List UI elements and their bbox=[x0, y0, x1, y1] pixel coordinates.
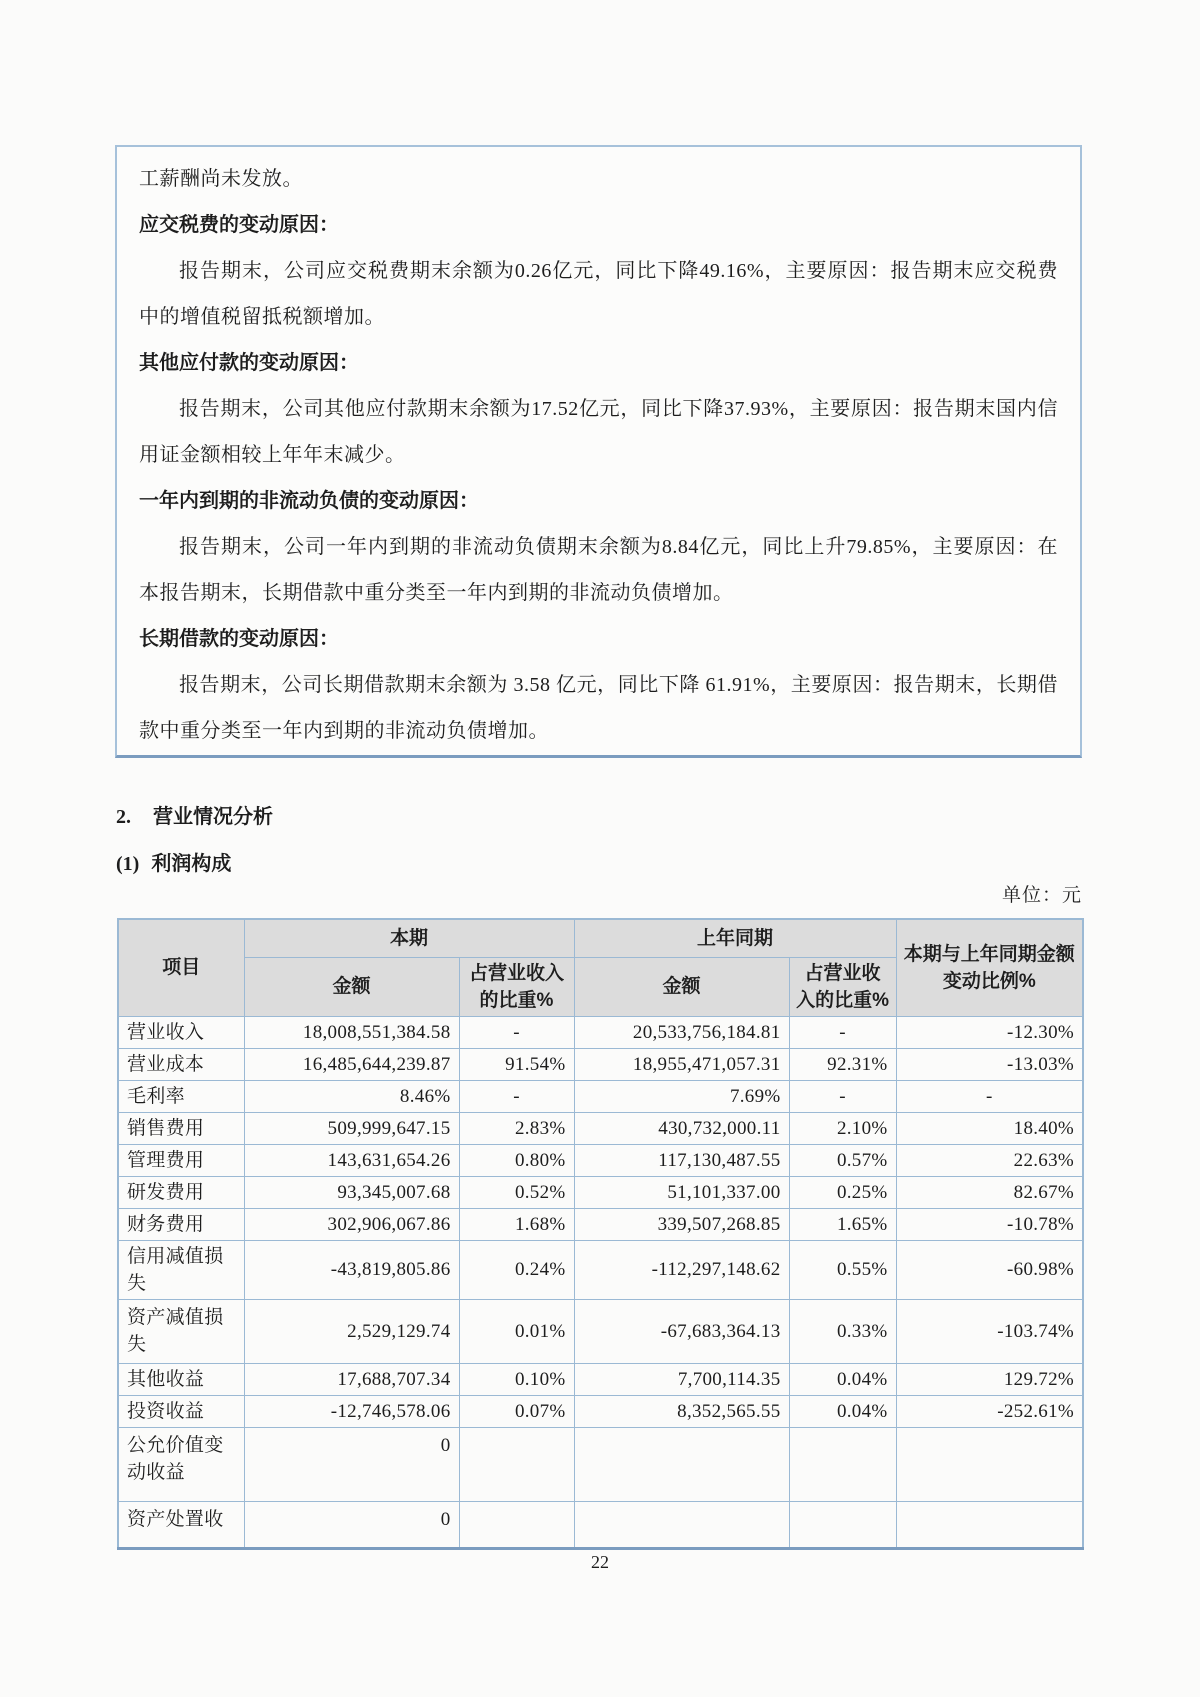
row-cell bbox=[459, 1501, 574, 1548]
row-cell: - bbox=[789, 1016, 896, 1048]
row-cell: -43,819,805.86 bbox=[244, 1240, 459, 1299]
row-cell: 0.01% bbox=[459, 1299, 574, 1363]
change-reason-heading: 其他应付款的变动原因： bbox=[139, 352, 359, 374]
row-cell: -13.03% bbox=[896, 1048, 1083, 1080]
row-cell: 0 bbox=[244, 1427, 459, 1501]
row-cell bbox=[896, 1427, 1083, 1501]
change-reason-paragraph: 报告期末，公司应交税费期末余额为0.26亿元，同比下降49.16%，主要原因：报告期末应交税费中的增值税留抵税额增加。 bbox=[139, 260, 1058, 328]
row-label: 营业成本 bbox=[118, 1048, 244, 1080]
row-label: 其他收益 bbox=[118, 1363, 244, 1395]
row-label: 研发费用 bbox=[118, 1176, 244, 1208]
subsection-title: 利润构成 bbox=[151, 853, 232, 875]
row-cell: -10.78% bbox=[896, 1208, 1083, 1240]
row-cell: 8,352,565.55 bbox=[574, 1395, 789, 1427]
row-cell: 302,906,067.86 bbox=[244, 1208, 459, 1240]
row-cell: - bbox=[459, 1016, 574, 1048]
row-cell bbox=[789, 1427, 896, 1501]
row-cell: 7.69% bbox=[574, 1080, 789, 1112]
col-header-current-period: 本期 bbox=[244, 919, 574, 957]
table-row bbox=[118, 1208, 1083, 1240]
row-cell: 117,130,487.55 bbox=[574, 1144, 789, 1176]
row-label: 公允价值变动收益 bbox=[118, 1427, 244, 1501]
row-cell: -103.74% bbox=[896, 1299, 1083, 1363]
row-cell: 0.04% bbox=[789, 1395, 896, 1427]
row-label: 销售费用 bbox=[118, 1112, 244, 1144]
row-cell: 92.31% bbox=[789, 1048, 896, 1080]
table-row bbox=[118, 1240, 1083, 1299]
col-header-pct-current: 占营业收入的比重% bbox=[459, 957, 574, 1016]
row-cell bbox=[574, 1501, 789, 1548]
row-cell: 91.54% bbox=[459, 1048, 574, 1080]
row-cell: 0.52% bbox=[459, 1176, 574, 1208]
change-reason-paragraph: 报告期末，公司长期借款期末余额为 3.58 亿元，同比下降 61.91%，主要原因：报告期末，长期借款中重分类至一年内到期的非流动负债增加。 bbox=[139, 674, 1058, 742]
row-label: 毛利率 bbox=[118, 1080, 244, 1112]
row-cell: -252.61% bbox=[896, 1395, 1083, 1427]
row-cell: 1.65% bbox=[789, 1208, 896, 1240]
row-cell: 339,507,268.85 bbox=[574, 1208, 789, 1240]
row-cell: 0.07% bbox=[459, 1395, 574, 1427]
row-cell: 0.24% bbox=[459, 1240, 574, 1299]
table-row bbox=[118, 1363, 1083, 1395]
table-row bbox=[118, 1501, 1083, 1548]
subsection-heading bbox=[116, 847, 231, 876]
row-label: 管理费用 bbox=[118, 1144, 244, 1176]
header-row-groups bbox=[118, 919, 1083, 957]
row-cell: 82.67% bbox=[896, 1176, 1083, 1208]
table-row bbox=[118, 1299, 1083, 1363]
row-cell: 0 bbox=[244, 1501, 459, 1548]
table-row bbox=[118, 1080, 1083, 1112]
row-cell: 143,631,654.26 bbox=[244, 1144, 459, 1176]
table-row bbox=[118, 1048, 1083, 1080]
profit-composition-table bbox=[117, 918, 1084, 1550]
col-header-item: 项目 bbox=[118, 919, 244, 1016]
row-cell: 0.57% bbox=[789, 1144, 896, 1176]
col-header-amount-current: 金额 bbox=[244, 957, 459, 1016]
subsection-number: (1) bbox=[116, 853, 140, 875]
row-cell: - bbox=[789, 1080, 896, 1112]
row-cell bbox=[459, 1427, 574, 1501]
row-cell: 7,700,114.35 bbox=[574, 1363, 789, 1395]
col-header-amount-prior: 金额 bbox=[574, 957, 789, 1016]
change-reason-paragraph: 报告期末，公司其他应付款期末余额为17.52亿元，同比下降37.93%，主要原因：报告期末国内信用证金额相较上年年末减少。 bbox=[139, 398, 1058, 466]
row-cell: 17,688,707.34 bbox=[244, 1363, 459, 1395]
row-cell bbox=[896, 1501, 1083, 1548]
row-label: 财务费用 bbox=[118, 1208, 244, 1240]
change-reason-paragraph: 报告期末，公司一年内到期的非流动负债期末余额为8.84亿元，同比上升79.85%，主要原因：在本报告期末，长期借款中重分类至一年内到期的非流动负债增加。 bbox=[139, 536, 1058, 604]
row-cell: 0.10% bbox=[459, 1363, 574, 1395]
table-row bbox=[118, 1176, 1083, 1208]
col-header-change-ratio: 本期与上年同期金额变动比例% bbox=[896, 919, 1083, 1016]
row-cell: 2.10% bbox=[789, 1112, 896, 1144]
row-cell: 8.46% bbox=[244, 1080, 459, 1112]
change-reason-heading: 长期借款的变动原因： bbox=[139, 628, 339, 650]
row-cell: 20,533,756,184.81 bbox=[574, 1016, 789, 1048]
row-label: 投资收益 bbox=[118, 1395, 244, 1427]
unit-label: 单位：元 bbox=[1001, 885, 1082, 906]
page-number: 22 bbox=[591, 1552, 609, 1572]
row-cell: 18,008,551,384.58 bbox=[244, 1016, 459, 1048]
table-row bbox=[118, 1427, 1083, 1501]
change-reason-heading: 应交税费的变动原因： bbox=[139, 214, 339, 236]
row-cell: 0.33% bbox=[789, 1299, 896, 1363]
row-label: 信用减值损失 bbox=[118, 1240, 244, 1299]
table-row bbox=[118, 1016, 1083, 1048]
table-row bbox=[118, 1112, 1083, 1144]
row-cell: -112,297,148.62 bbox=[574, 1240, 789, 1299]
row-cell: - bbox=[896, 1080, 1083, 1112]
section-title: 营业情况分析 bbox=[153, 806, 273, 828]
row-label: 资产减值损失 bbox=[118, 1299, 244, 1363]
row-cell: 2,529,129.74 bbox=[244, 1299, 459, 1363]
table-row bbox=[118, 1144, 1083, 1176]
row-cell: -60.98% bbox=[896, 1240, 1083, 1299]
callout-box bbox=[115, 145, 1082, 758]
row-cell: 0.80% bbox=[459, 1144, 574, 1176]
row-cell bbox=[789, 1501, 896, 1548]
row-cell: 0.25% bbox=[789, 1176, 896, 1208]
row-cell: 0.55% bbox=[789, 1240, 896, 1299]
row-cell: 18.40% bbox=[896, 1112, 1083, 1144]
row-cell: 0.04% bbox=[789, 1363, 896, 1395]
row-cell: 18,955,471,057.31 bbox=[574, 1048, 789, 1080]
change-reason-heading: 一年内到期的非流动负债的变动原因： bbox=[139, 490, 479, 512]
row-cell: 93,345,007.68 bbox=[244, 1176, 459, 1208]
row-cell: -12.30% bbox=[896, 1016, 1083, 1048]
table-row bbox=[118, 1395, 1083, 1427]
row-cell: 51,101,337.00 bbox=[574, 1176, 789, 1208]
row-cell: 22.63% bbox=[896, 1144, 1083, 1176]
section-number: 2. bbox=[116, 806, 131, 828]
row-cell bbox=[574, 1427, 789, 1501]
section-heading bbox=[116, 800, 273, 829]
change-reason-paragraph: 工薪酬尚未发放。 bbox=[139, 168, 303, 190]
col-header-prior-period: 上年同期 bbox=[574, 919, 896, 957]
row-cell: 430,732,000.11 bbox=[574, 1112, 789, 1144]
row-cell: 2.83% bbox=[459, 1112, 574, 1144]
row-cell: 509,999,647.15 bbox=[244, 1112, 459, 1144]
row-cell: -67,683,364.13 bbox=[574, 1299, 789, 1363]
profit-table-wrapper bbox=[117, 918, 1084, 1550]
row-cell: 16,485,644,239.87 bbox=[244, 1048, 459, 1080]
row-label: 资产处置收 bbox=[118, 1501, 244, 1548]
row-cell: 129.72% bbox=[896, 1363, 1083, 1395]
row-cell: - bbox=[459, 1080, 574, 1112]
row-cell: 1.68% bbox=[459, 1208, 574, 1240]
row-label: 营业收入 bbox=[118, 1016, 244, 1048]
row-cell: -12,746,578.06 bbox=[244, 1395, 459, 1427]
col-header-pct-prior: 占营业收入的比重% bbox=[789, 957, 896, 1016]
